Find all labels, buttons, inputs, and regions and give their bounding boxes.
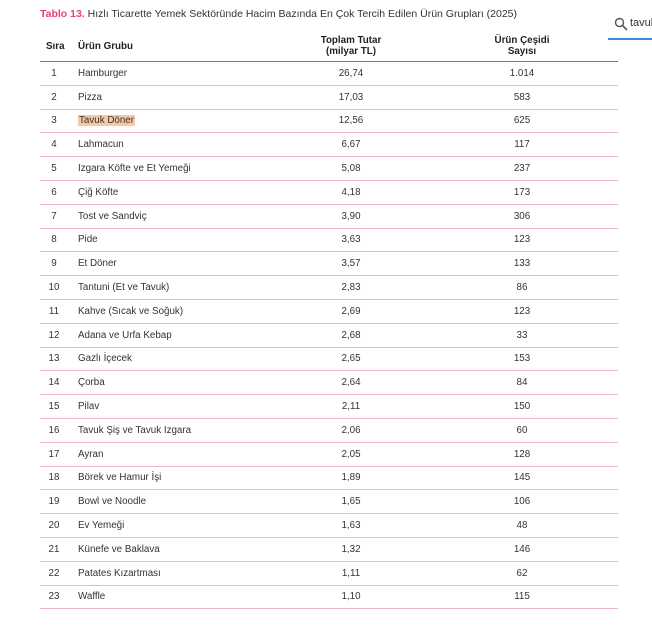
row-total-amount: 2,65 — [276, 347, 426, 371]
row-product-count: 84 — [426, 371, 618, 395]
table-row — [40, 157, 618, 181]
row-total-amount: 3,63 — [276, 228, 426, 252]
row-product-group-cell — [74, 514, 276, 538]
row-total-amount: 1,65 — [276, 490, 426, 514]
row-product-count: 173 — [426, 180, 618, 204]
row-product-group: Pilav — [78, 401, 100, 413]
row-product-group-cell — [74, 371, 276, 395]
document-page — [40, 0, 620, 636]
row-total-amount: 2,64 — [276, 371, 426, 395]
row-product-group: Gazlı İçecek — [78, 353, 132, 365]
header-product-count-line2: Sayısı — [507, 46, 537, 57]
row-product-group: Tantuni (Et ve Tavuk) — [78, 282, 170, 294]
table-row — [40, 180, 618, 204]
row-product-count: 128 — [426, 442, 618, 466]
product-groups-table — [40, 31, 618, 609]
row-product-count: 153 — [426, 347, 618, 371]
row-rank: 20 — [40, 514, 74, 538]
row-rank: 18 — [40, 466, 74, 490]
header-product-count-line1: Ürün Çeşidi — [494, 35, 550, 46]
row-product-group: Çorba — [78, 377, 105, 389]
row-product-group-cell — [74, 561, 276, 585]
row-product-group: Künefe ve Baklava — [78, 543, 160, 555]
table-row — [40, 371, 618, 395]
row-total-amount: 4,18 — [276, 180, 426, 204]
row-total-amount: 1,32 — [276, 537, 426, 561]
table-caption — [40, 8, 517, 20]
row-product-group: Ev Yemeği — [78, 520, 125, 532]
table-row — [40, 561, 618, 585]
row-product-group: Lahmacun — [78, 139, 124, 151]
row-rank: 12 — [40, 323, 74, 347]
row-product-group-cell — [74, 228, 276, 252]
row-product-group: Çiğ Köfte — [78, 186, 119, 198]
row-rank: 7 — [40, 204, 74, 228]
table-row — [40, 299, 618, 323]
row-rank: 10 — [40, 276, 74, 300]
row-product-group-cell — [74, 466, 276, 490]
row-rank: 17 — [40, 442, 74, 466]
row-rank: 19 — [40, 490, 74, 514]
row-rank: 1 — [40, 62, 74, 86]
row-total-amount: 26,74 — [276, 62, 426, 86]
row-product-count: 145 — [426, 466, 618, 490]
row-product-count: 123 — [426, 299, 618, 323]
row-product-group-cell — [74, 347, 276, 371]
row-product-group-cell — [74, 204, 276, 228]
row-product-group-cell — [74, 585, 276, 609]
row-rank: 23 — [40, 585, 74, 609]
table-row — [40, 109, 618, 133]
row-product-group-cell — [74, 276, 276, 300]
table-row — [40, 85, 618, 109]
row-product-group-cell — [74, 180, 276, 204]
row-product-group: Waffle — [78, 591, 106, 603]
row-total-amount: 1,63 — [276, 514, 426, 538]
row-product-group: Hamburger — [78, 67, 128, 79]
row-rank: 4 — [40, 133, 74, 157]
row-rank: 6 — [40, 180, 74, 204]
row-product-count: 60 — [426, 418, 618, 442]
row-product-group-cell — [74, 537, 276, 561]
row-rank: 15 — [40, 395, 74, 419]
row-rank: 9 — [40, 252, 74, 276]
row-product-group-cell — [74, 85, 276, 109]
row-total-amount: 2,11 — [276, 395, 426, 419]
find-in-page-box[interactable] — [608, 12, 652, 40]
row-product-group-cell — [74, 252, 276, 276]
table-row — [40, 585, 618, 609]
table-row — [40, 395, 618, 419]
row-product-group: Tavuk Şiş ve Tavuk Izgara — [78, 424, 192, 436]
row-product-group: Pide — [78, 234, 98, 246]
row-product-count: 583 — [426, 85, 618, 109]
row-product-count: 146 — [426, 537, 618, 561]
row-product-group-cell — [74, 418, 276, 442]
table-row — [40, 62, 618, 86]
row-product-count: 1.014 — [426, 62, 618, 86]
header-rank: Sıra — [40, 31, 74, 62]
row-rank: 16 — [40, 418, 74, 442]
row-product-group-cell — [74, 109, 276, 133]
row-product-group-cell — [74, 62, 276, 86]
table-row — [40, 442, 618, 466]
table-row — [40, 418, 618, 442]
header-total-amount-line1: Toplam Tutar — [320, 35, 382, 46]
row-product-count: 115 — [426, 585, 618, 609]
table-row — [40, 537, 618, 561]
header-total-amount — [276, 31, 426, 62]
row-product-group: Ayran — [78, 448, 104, 460]
header-total-amount-line2: (milyar TL) — [325, 46, 377, 57]
row-product-group: Pizza — [78, 91, 102, 103]
row-product-count: 625 — [426, 109, 618, 133]
row-total-amount: 6,67 — [276, 133, 426, 157]
row-rank: 11 — [40, 299, 74, 323]
table-header-row — [40, 31, 618, 62]
table-row — [40, 276, 618, 300]
row-rank: 21 — [40, 537, 74, 561]
row-product-count: 306 — [426, 204, 618, 228]
row-product-group-highlighted: Tavuk Döner — [79, 115, 134, 127]
table-row — [40, 466, 618, 490]
row-product-count: 117 — [426, 133, 618, 157]
row-product-count: 150 — [426, 395, 618, 419]
row-product-group: Izgara Köfte ve Et Yemeği — [78, 163, 191, 175]
row-product-group: Börek ve Hamur İşi — [78, 472, 162, 484]
table-row — [40, 133, 618, 157]
row-total-amount: 2,68 — [276, 323, 426, 347]
row-total-amount: 1,89 — [276, 466, 426, 490]
table-row — [40, 514, 618, 538]
row-rank: 8 — [40, 228, 74, 252]
row-total-amount: 5,08 — [276, 157, 426, 181]
row-product-count: 62 — [426, 561, 618, 585]
row-product-count: 106 — [426, 490, 618, 514]
row-rank: 3 — [40, 109, 74, 133]
row-rank: 14 — [40, 371, 74, 395]
row-product-group-cell — [74, 442, 276, 466]
table-row — [40, 252, 618, 276]
table-caption-text: Hızlı Ticarette Yemek Sektöründe Hacim Bazında En Çok Tercih Edilen Ürün Grupları (2025) — [87, 8, 518, 20]
table-row — [40, 204, 618, 228]
search-icon — [614, 17, 628, 31]
row-total-amount: 2,69 — [276, 299, 426, 323]
row-product-group: Et Döner — [78, 258, 117, 270]
row-product-group: Kahve (Sıcak ve Soğuk) — [78, 305, 184, 317]
table-row — [40, 347, 618, 371]
row-product-count: 133 — [426, 252, 618, 276]
row-product-group: Tost ve Sandviç — [78, 210, 147, 222]
row-total-amount: 1,11 — [276, 561, 426, 585]
table-row — [40, 228, 618, 252]
row-total-amount: 1,10 — [276, 585, 426, 609]
row-total-amount: 17,03 — [276, 85, 426, 109]
row-product-count: 123 — [426, 228, 618, 252]
row-rank: 2 — [40, 85, 74, 109]
row-product-group: Adana ve Urfa Kebap — [78, 329, 172, 341]
row-product-group-cell — [74, 157, 276, 181]
table-row — [40, 323, 618, 347]
row-total-amount: 2,83 — [276, 276, 426, 300]
row-total-amount: 2,06 — [276, 418, 426, 442]
row-product-count: 48 — [426, 514, 618, 538]
row-total-amount: 3,90 — [276, 204, 426, 228]
row-product-group-cell — [74, 323, 276, 347]
row-product-group-cell — [74, 490, 276, 514]
row-product-count: 33 — [426, 323, 618, 347]
table-caption-label: Tablo 13. — [40, 8, 85, 20]
row-rank: 5 — [40, 157, 74, 181]
row-total-amount: 2,05 — [276, 442, 426, 466]
row-rank: 22 — [40, 561, 74, 585]
row-product-group: Bowl ve Noodle — [78, 496, 147, 508]
row-total-amount: 12,56 — [276, 109, 426, 133]
row-product-count: 86 — [426, 276, 618, 300]
row-product-count: 237 — [426, 157, 618, 181]
row-product-group-cell — [74, 395, 276, 419]
row-product-group: Patates Kızartması — [78, 567, 161, 579]
find-in-page-input[interactable] — [630, 17, 652, 29]
row-product-group-cell — [74, 133, 276, 157]
row-total-amount: 3,57 — [276, 252, 426, 276]
row-rank: 13 — [40, 347, 74, 371]
table-row — [40, 490, 618, 514]
header-product-group: Ürün Grubu — [74, 31, 276, 62]
row-product-group-cell — [74, 299, 276, 323]
header-product-count — [426, 31, 618, 62]
